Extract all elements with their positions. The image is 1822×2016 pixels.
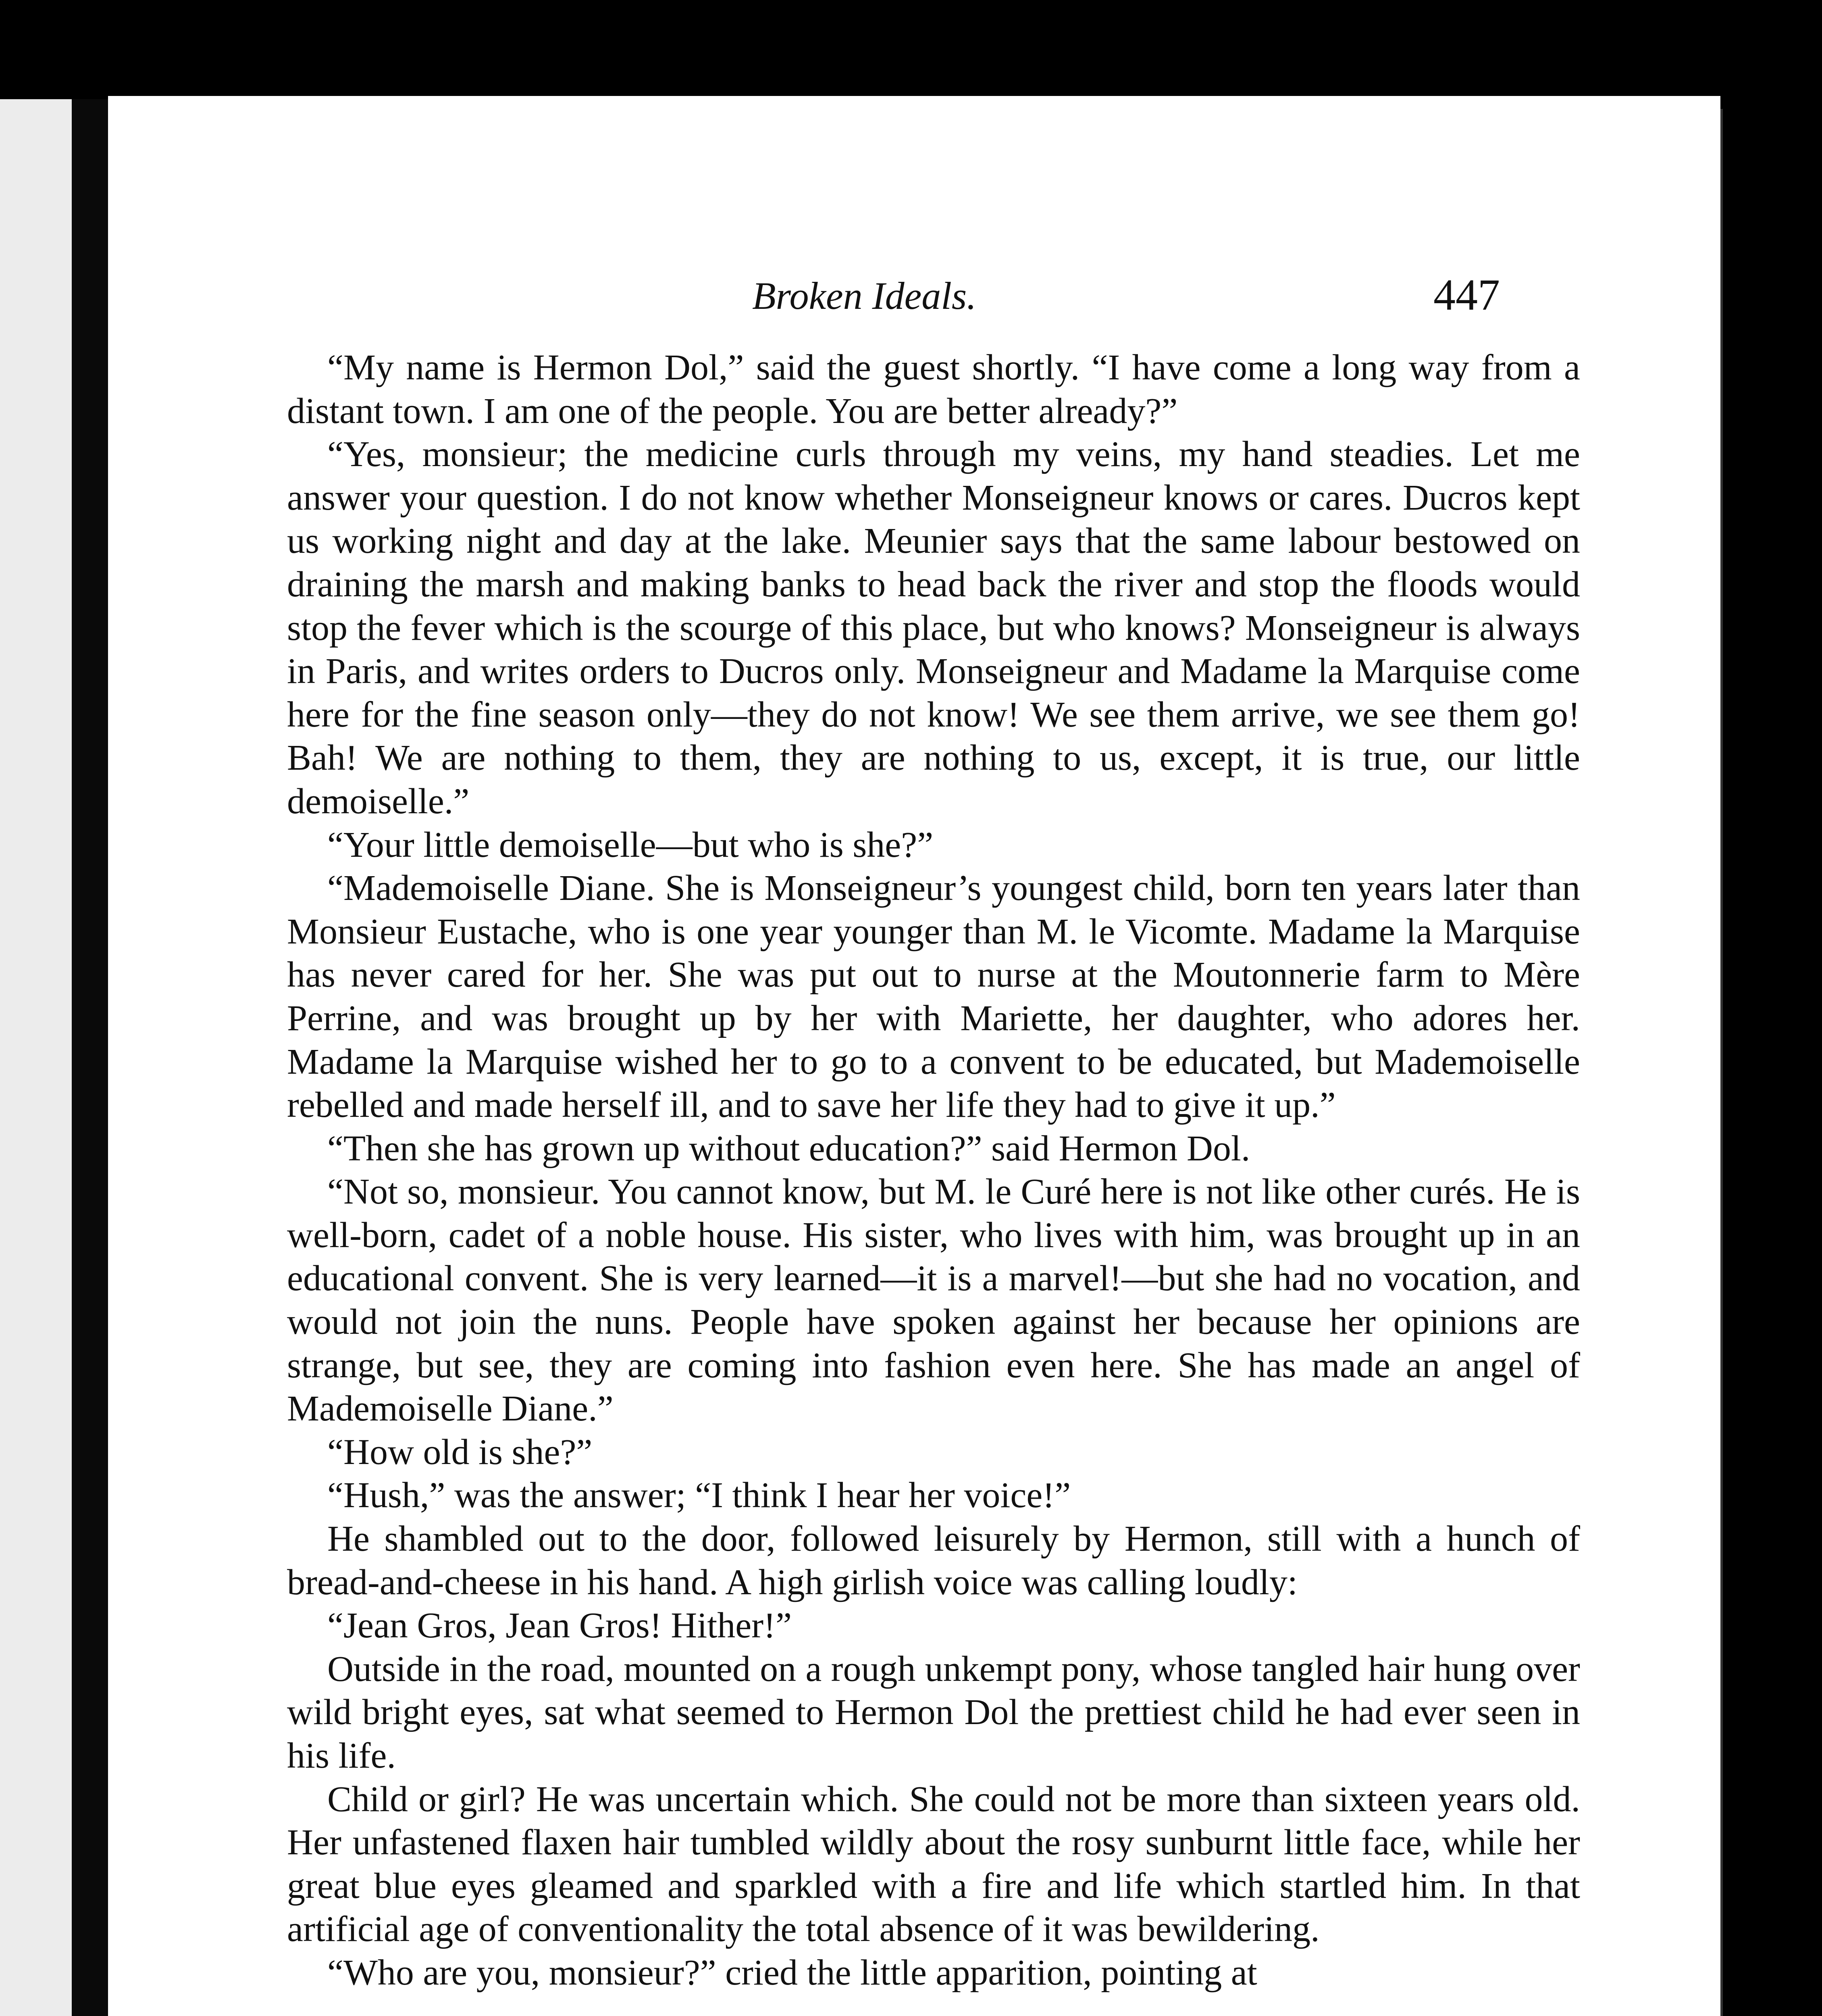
- book-gutter: [72, 99, 108, 2016]
- paragraph: “Not so, monsieur. You cannot know, but M. le Curé here is not like other curés. He is well-born, cadet of a noble house. His sister, who lives with him, was brought up in an educational convent. She is very learned—it is a marvel!—but she had no vocation, and would not join the nuns. People have spoken against her because her opinions are strange, but see, they are coming into fashion even here. She has made an angel of Mademoiselle Diane.”: [287, 1172, 1580, 1429]
- paragraph: “Yes, monsieur; the medicine curls through my veins, my hand steadies. Let me answer your question. I do not know whether Monseigneur knows or cares. Ducros kept us working night and day at the lake. Meunier says that the same labour bestowed on draining the marsh and making banks to head back the river and stop the floods would stop the fever which is the scourge of this place, but who knows? Monseigneur is always in Paris, and writes orders to Ducros only. Monseigneur and Madame la Marquise come here for the fine season only—they do not know! We see them arrive, we see them go! Bah! We are nothing to them, they are nothing to us, except, it is true, our little demoiselle.”: [287, 434, 1580, 821]
- previous-page-edge: [0, 99, 72, 2016]
- paragraph: “Mademoiselle Diane. She is Monseigneur’s youngest child, born ten years later than Monsieur Eustache, who is one year younger than M. le Vicomte. Madame la Marquise has never cared for her. She was put out to nurse at the Moutonnerie farm to Mère Perrine, and was brought up by her with Mariette, her daughter, who adores her. Madame la Marquise wished her to go to a convent to be educated, but Mademoiselle rebelled and made herself ill, and to save her life they had to give it up.”: [287, 868, 1580, 1125]
- paragraph: “Your little demoiselle—but who is she?”: [327, 825, 934, 865]
- book-page: [108, 96, 1720, 2016]
- page-edge-shadow: [1720, 109, 1723, 2016]
- paragraph: “My name is Hermon Dol,” said the guest shortly. “I have come a long way from a distant town. I am one of the people. You are better already?”: [287, 348, 1580, 431]
- paragraph: “Who are you, monsieur?” cried the little apparition, pointing at: [327, 1952, 1257, 1993]
- paragraph: Outside in the road, mounted on a rough unkempt pony, whose tangled hair hung over wild bright eyes, sat what seemed to Hermon Dol the prettiest child he had ever seen in his life.: [287, 1649, 1580, 1776]
- paragraph: He shambled out to the door, followed leisurely by Hermon, still with a hunch of bread-and-cheese in his hand. A high girlish voice was calling loudly:: [287, 1519, 1580, 1602]
- paragraph: “Hush,” was the answer; “I think I hear her voice!”: [327, 1475, 1071, 1516]
- running-title: Broken Ideals.: [752, 274, 977, 317]
- paragraph: “How old is she?”: [327, 1432, 593, 1472]
- body-text: [287, 346, 1580, 1995]
- paragraph: Child or girl? He was uncertain which. She could not be more than sixteen years old. Her unfastened flaxen hair tumbled wildly about the rosy sunburnt little face, while her great blue eyes gleamed and sparkled with a fire and life which startled him. In that artificial age of conventionality the total absence of it was bewildering.: [287, 1779, 1580, 1949]
- paragraph: “Jean Gros, Jean Gros! Hither!”: [327, 1606, 792, 1646]
- paragraph: “Then she has grown up without education?” said Hermon Dol.: [327, 1128, 1250, 1168]
- page-number: 447: [1433, 270, 1500, 319]
